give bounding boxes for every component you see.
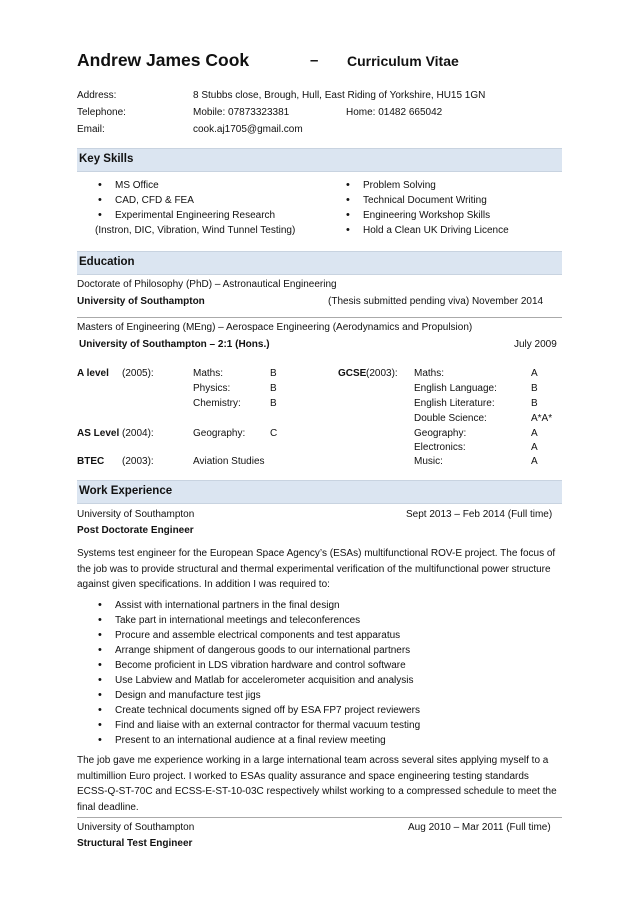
education-heading: Education [79, 256, 135, 268]
alevel-subject: Chemistry: [193, 398, 241, 409]
gcse-grade: A [531, 456, 538, 467]
job1-bullet: • Design and manufacture test jigs [115, 690, 261, 701]
job1-bullet: • Present to an international audience at a final review meeting [115, 735, 386, 746]
gcse-grade: A [531, 442, 538, 453]
job1-bullet: • Use Labview and Matlab for accelerometer acquisition and analysis [115, 675, 414, 686]
cv-title: Curriculum Vitae [347, 53, 459, 69]
job1-employer: University of Southampton [77, 509, 195, 520]
gcse-subject: English Language: [414, 383, 497, 394]
skill-item: • Hold a Clean UK Driving Licence [363, 225, 509, 236]
meng-line: Masters of Engineering (MEng) – Aerospace Engineering (Aerodynamics and Propulsion) [77, 322, 473, 333]
skill-item: • CAD, CFD & FEA [115, 195, 194, 206]
alevel-label: A level [77, 368, 109, 379]
skill-item: • Experimental Engineering Research [115, 210, 275, 221]
aslevel-year: (2004): [122, 428, 154, 439]
work-heading: Work Experience [79, 485, 173, 497]
aslevel-grade: C [270, 428, 278, 439]
skill-item: • MS Office [115, 180, 159, 191]
skill-note: (Instron, DIC, Vibration, Wind Tunnel Testing) [95, 225, 296, 236]
meng-date: July 2009 [514, 339, 557, 350]
work-heading-band [77, 480, 562, 504]
job1-title: Post Doctorate Engineer [77, 525, 194, 536]
education-heading-band [77, 251, 562, 275]
alevel-year: (2005): [122, 368, 154, 379]
email-value[interactable]: cook.aj1705@gmail.com [193, 124, 303, 135]
job1-bullet: • Become proficient in LDS vibration hardware and control software [115, 660, 406, 671]
btec-label: BTEC [77, 456, 105, 467]
job1-bullet: • Arrange shipment of dangerous goods to our international partners [115, 645, 410, 656]
gcse-year: (2003): [366, 368, 398, 379]
skill-item: • Engineering Workshop Skills [363, 210, 490, 221]
job1-dates: Sept 2013 – Feb 2014 (Full time) [406, 509, 553, 520]
job1-bullet: • Assist with international partners in the final design [115, 600, 340, 611]
gcse-subject: Electronics: [414, 442, 466, 453]
job1-outro: The job gave me experience working in a large international team across several sites applying myself to a multimillion Euro project. I worked to ESAs quality assurance and space engineering testing standards ECSS-Q-ST-70C and ECSS-E-ST-10-03C respectively whilst working to a compressed schedule to meet the final deadline. [77, 755, 557, 813]
key-skills-heading: Key Skills [79, 153, 134, 165]
gcse-grade: B [531, 383, 538, 394]
skill-item: • Problem Solving [363, 180, 436, 191]
job1-bullet: • Procure and assemble electrical components and test apparatus [115, 630, 400, 641]
address-value: 8 Stubbs close, Brough, Hull, East Riding of Yorkshire, HU15 1GN [193, 90, 486, 101]
gcse-subject: Music: [414, 456, 443, 467]
alevel-grade: B [270, 383, 277, 394]
address-label: Address: [77, 90, 117, 101]
gcse-label: GCSE [338, 368, 367, 379]
job1-bullet: • Find and liaise with an external contractor for thermal vacuum testing [115, 720, 420, 731]
work-divider [77, 817, 562, 818]
telephone-label: Telephone: [77, 107, 126, 118]
alevel-grade: B [270, 368, 277, 379]
meng-university: University of Southampton – 2:1 (Hons.) [79, 339, 270, 350]
job1-bullet: • Create technical documents signed off by ESA FP7 project reviewers [115, 705, 420, 716]
gcse-subject: English Literature: [414, 398, 495, 409]
phd-status: (Thesis submitted pending viva) November 2014 [328, 296, 544, 307]
gcse-grade: B [531, 398, 538, 409]
btec-subject: Aviation Studies [193, 456, 265, 467]
alevel-subject: Physics: [193, 383, 231, 394]
gcse-subject: Geography: [414, 428, 467, 439]
gcse-grade: A [531, 368, 538, 379]
skill-item: • Technical Document Writing [363, 195, 487, 206]
alevel-subject: Maths: [193, 368, 224, 379]
gcse-grade: A*A* [531, 413, 553, 424]
mobile-number: Mobile: 07873323381 [193, 107, 290, 118]
btec-year: (2003): [122, 456, 154, 467]
aslevel-label: AS Level [77, 428, 120, 439]
job1-bullet: • Take part in international meetings and teleconferences [115, 615, 360, 626]
key-skills-heading-band [77, 148, 562, 172]
phd-university: University of Southampton [77, 296, 205, 307]
gcse-grade: A [531, 428, 538, 439]
job1-intro: Systems test engineer for the European Space Agency’s (ESAs) multifunctional ROV-E project. The focus of the job was to provide structural and thermal experimental verification of the multifunctional power structure against given specifications. In addition I was required to: [77, 548, 556, 590]
alevel-grade: B [270, 398, 277, 409]
email-label: Email: [77, 124, 105, 135]
job2-title: Structural Test Engineer [77, 838, 193, 849]
job2-dates: Aug 2010 – Mar 2011 (Full time) [408, 822, 551, 833]
cv-name: Andrew James Cook [77, 50, 250, 70]
job2-employer: University of Southampton [77, 822, 195, 833]
gcse-subject: Maths: [414, 368, 445, 379]
gcse-subject: Double Science: [414, 413, 487, 424]
title-dash: – [310, 52, 319, 69]
phd-line: Doctorate of Philosophy (PhD) – Astronautical Engineering [77, 279, 337, 290]
education-divider [77, 317, 562, 318]
home-number: Home: 01482 665042 [346, 107, 443, 118]
aslevel-subject: Geography: [193, 428, 246, 439]
